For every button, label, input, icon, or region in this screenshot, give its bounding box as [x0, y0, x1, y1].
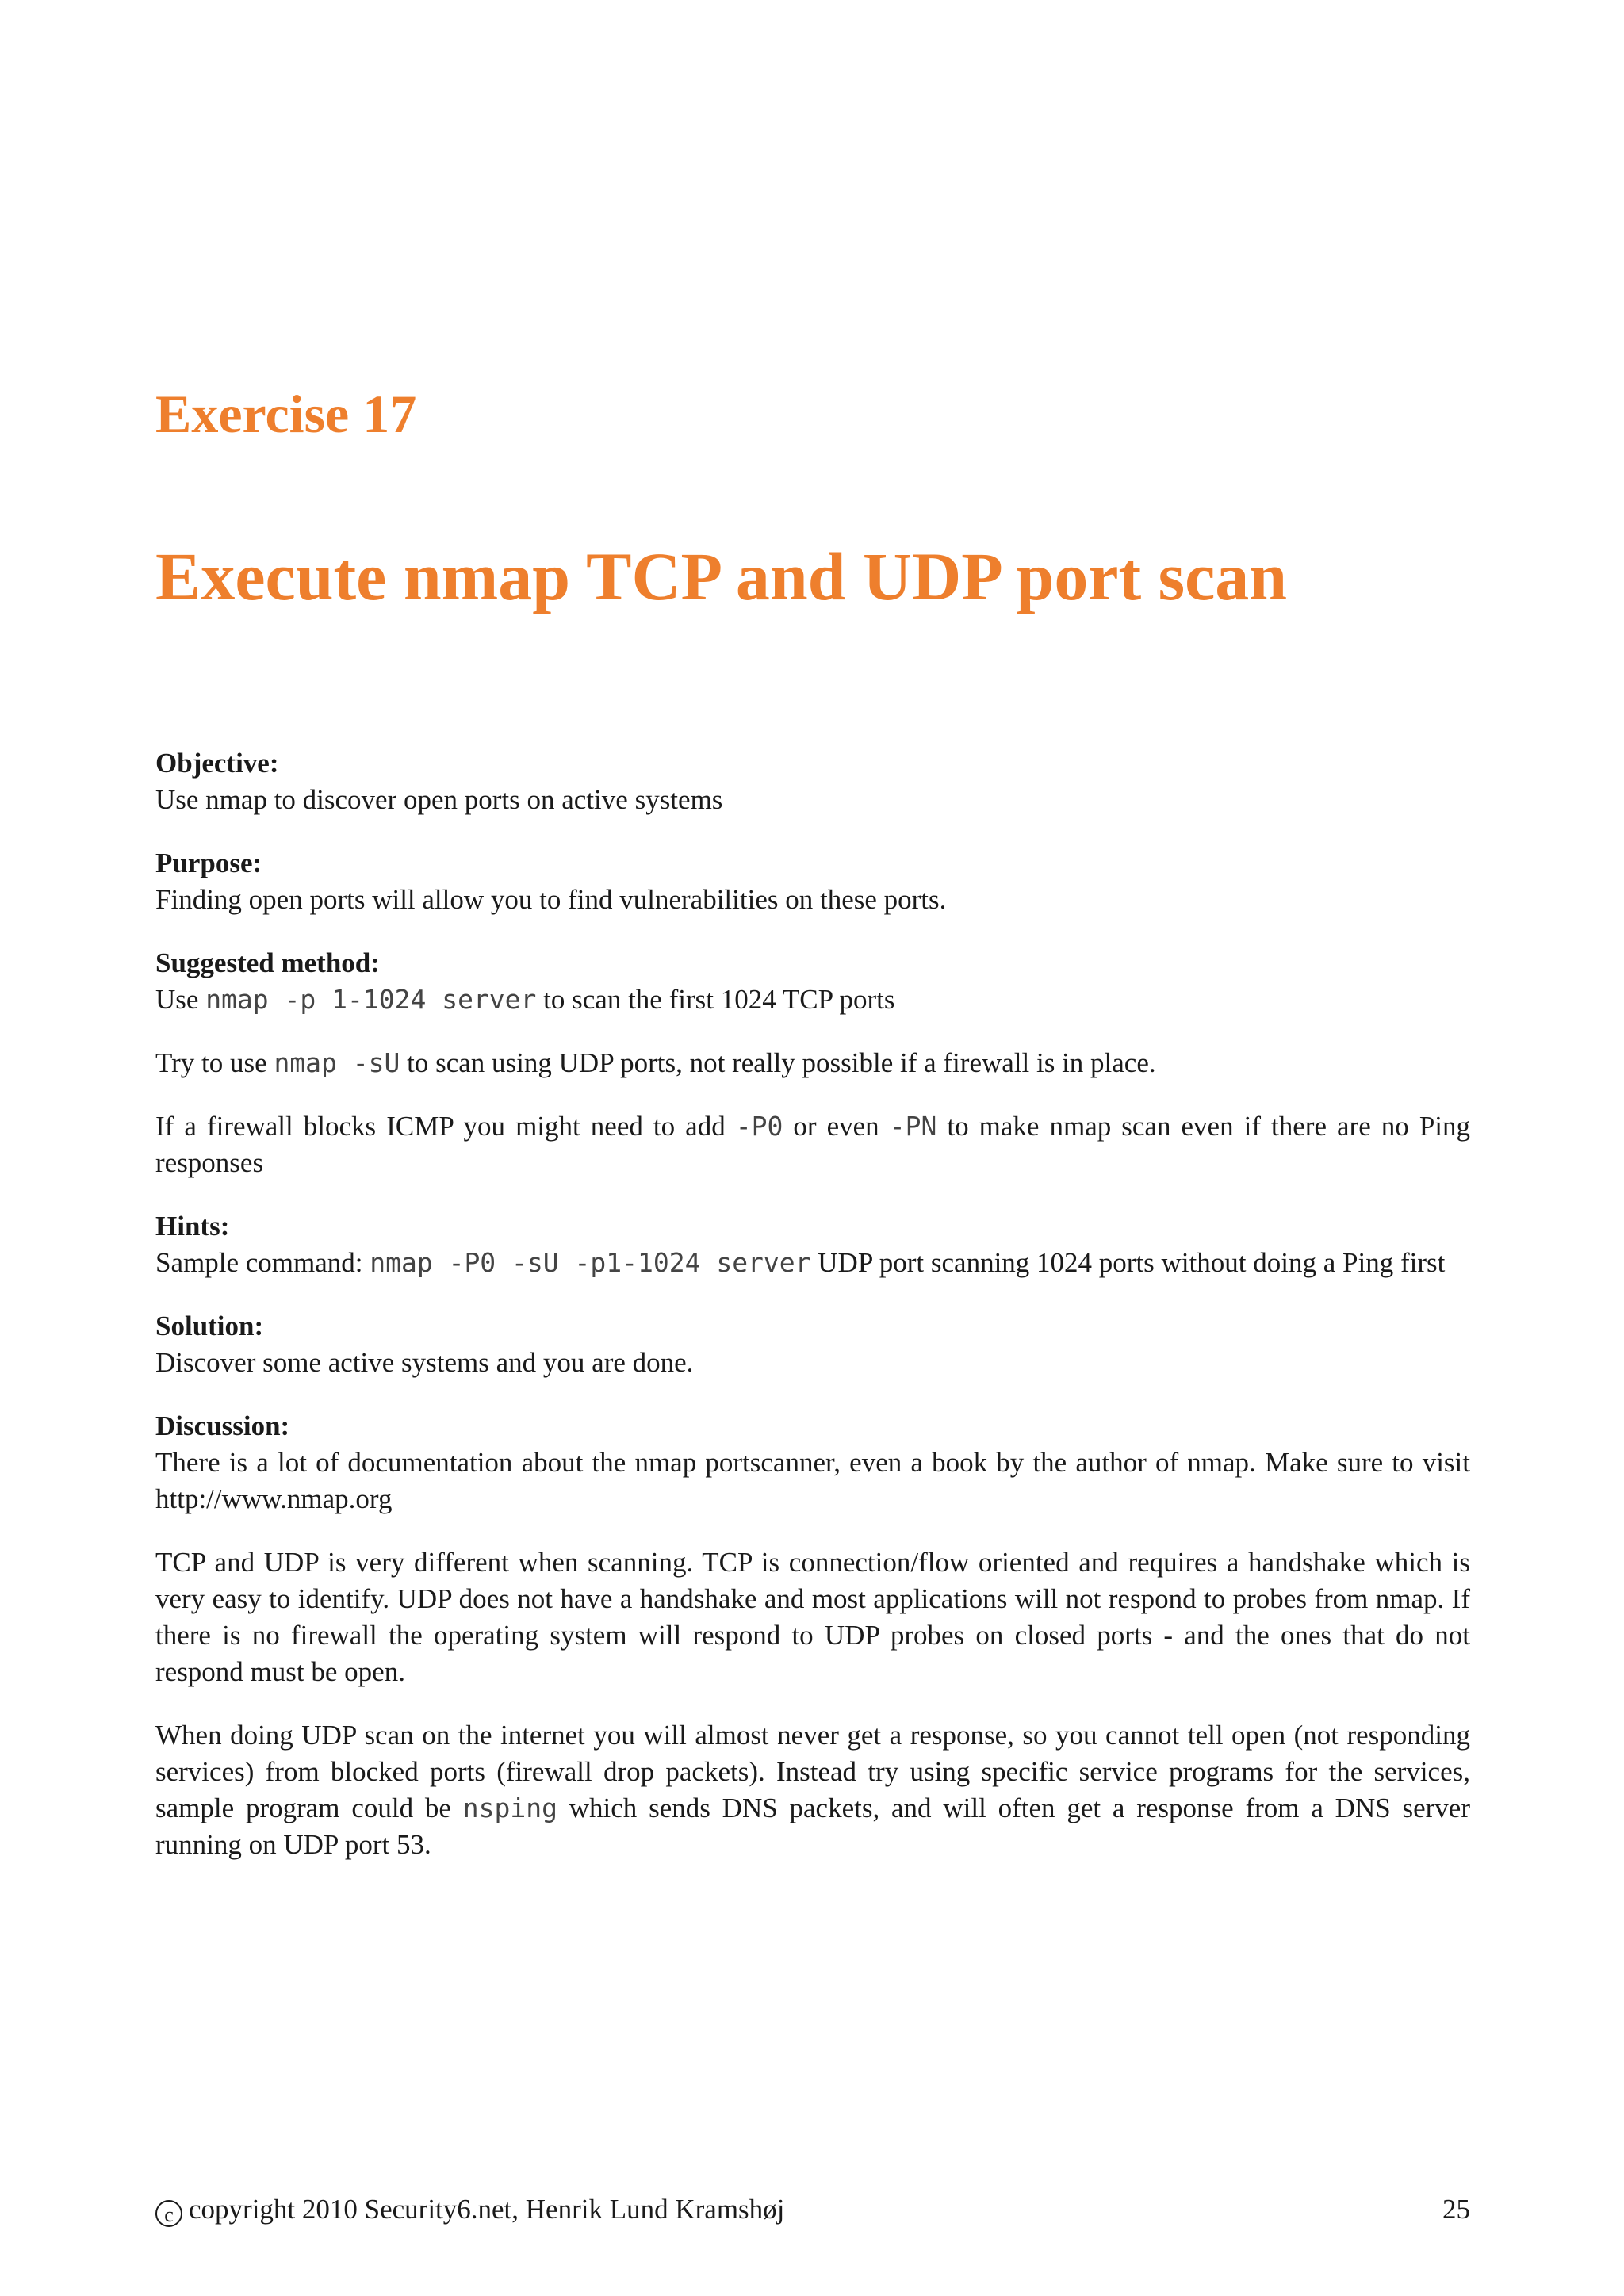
method-p2-code: nmap -sU [274, 1047, 400, 1078]
method-p2 [155, 1045, 1470, 1081]
purpose-text: Finding open ports will allow you to find vulnerabilities on these ports. [155, 884, 947, 915]
method-p1-pre: Use [155, 984, 206, 1015]
method-p1-post: to scan the first 1024 TCP ports [536, 984, 895, 1015]
objective-section [155, 745, 1470, 818]
hints-code: nmap -P0 -sU -p1-1024 server [370, 1247, 811, 1278]
method-p3-mid: or even [783, 1111, 890, 1142]
hints-heading: Hints: [155, 1211, 230, 1242]
method-section [155, 945, 1470, 1018]
discussion-heading: Discussion: [155, 1410, 290, 1441]
purpose-section [155, 845, 1470, 918]
method-p3-pre: If a firewall blocks ICMP you might need to add [155, 1111, 736, 1142]
hints-post: UDP port scanning 1024 ports without doing a Ping first [810, 1247, 1446, 1278]
method-p2-post: to scan using UDP ports, not really possible if a firewall is in place. [400, 1047, 1156, 1078]
method-p1-code: nmap -p 1-1024 server [205, 984, 537, 1015]
solution-text: Discover some active systems and you are done. [155, 1347, 694, 1378]
method-p3-post: to make nmap scan even if there are no Ping responses [155, 1111, 1471, 1178]
hints-text [155, 1247, 1445, 1278]
method-p3-code2: -PN [889, 1111, 937, 1142]
page-number: 25 [1442, 2194, 1470, 2225]
method-p3-code1: -P0 [735, 1111, 783, 1142]
chapter-label: Exercise 17 [155, 384, 417, 444]
method-p3 [155, 1108, 1470, 1181]
chapter-title: Execute nmap TCP and UDP port scan [155, 538, 1288, 614]
copyright-text: copyright 2010 Security6.net, Henrik Lund Kramshøj [189, 2194, 785, 2225]
discussion-p3-code: nsping [462, 1793, 557, 1823]
copyright-icon: c [155, 2200, 182, 2227]
exercise-body [155, 745, 1470, 1890]
purpose-heading: Purpose: [155, 848, 262, 878]
discussion-p3 [155, 1717, 1470, 1863]
objective-text: Use nmap to discover open ports on active systems [155, 784, 723, 815]
discussion-section [155, 1408, 1470, 1517]
method-p1 [155, 984, 894, 1015]
discussion-p3-post: which sends DNS packets, and will often get a response from a DNS server running on UDP port 53. [155, 1793, 1470, 1860]
discussion-p1: There is a lot of documentation about the nmap portscanner, even a book by the author of nmap. Make sure to visit http://www.nmap.org [155, 1447, 1470, 1514]
method-p2-pre: Try to use [155, 1047, 274, 1078]
discussion-p3-pre: When doing UDP scan on the internet you will almost never get a response, so you cannot tell open (not responding services) from blocked ports (firewall drop packets). Instead try using specific service programs for the services, sample program could be [155, 1720, 1470, 1823]
discussion-p2: TCP and UDP is very different when scanning. TCP is connection/flow oriented and requires a handshake which is very easy to identify. UDP does not have a handshake and most applications will not respond to probes from nmap. If there is no firewall the operating system will respond to UDP probes on closed ports - and the ones that do not respond must be open. [155, 1547, 1470, 1687]
copyright-notice [155, 2191, 784, 2228]
method-heading: Suggested method: [155, 947, 380, 978]
hints-section [155, 1208, 1470, 1281]
solution-heading: Solution: [155, 1311, 264, 1341]
objective-heading: Objective: [155, 748, 279, 779]
page-footer [155, 2191, 1470, 2228]
hints-pre: Sample command: [155, 1247, 370, 1278]
solution-section [155, 1308, 1470, 1381]
